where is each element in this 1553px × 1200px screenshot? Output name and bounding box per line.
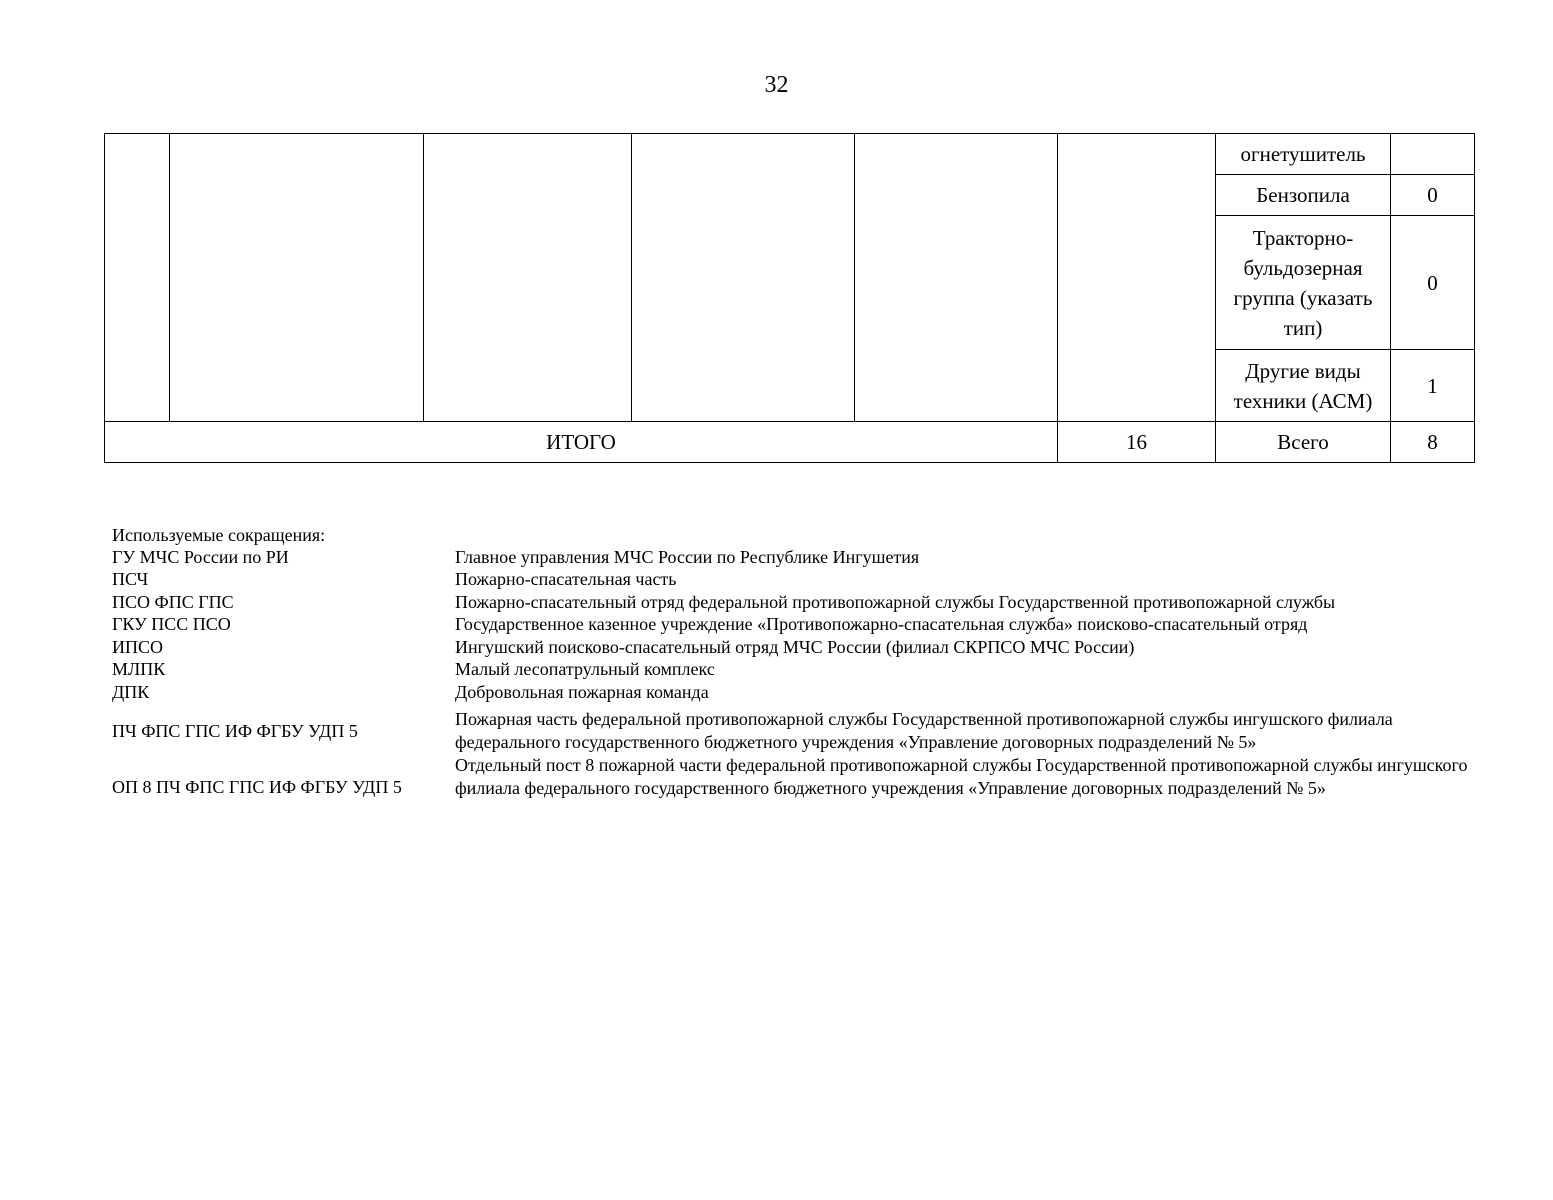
total-all-label: Всего: [1216, 422, 1391, 463]
abbreviation-definition: Главное управления МЧС России по Республике Ингушетия: [455, 547, 920, 567]
abbreviation-term: ГКУ ПСС ПСО: [112, 614, 231, 634]
abbreviation-definition: Малый лесопатрульный комплекс: [455, 659, 715, 679]
table-row: [105, 134, 1475, 175]
total-all-count: 8: [1391, 422, 1475, 463]
abbreviation-definition: Пожарно-спасательная часть: [455, 569, 677, 589]
total-row: [105, 422, 1475, 463]
abbreviation-term: ПСО ФПС ГПС: [112, 592, 234, 612]
empty-cell: [632, 134, 855, 422]
abbreviation-term: МЛПК: [112, 659, 166, 679]
equipment-name: Другие виды техники (АСМ): [1216, 350, 1391, 422]
page-number: 32: [764, 72, 789, 98]
abbreviation-definition: Добровольная пожарная команда: [455, 682, 709, 702]
abbreviation-term: ДПК: [112, 682, 150, 702]
abbreviation-term: ГУ МЧС России по РИ: [112, 547, 289, 567]
empty-cell: [424, 134, 632, 422]
abbreviation-term: ПСЧ: [112, 569, 149, 589]
abbreviation-definition: Пожарно-спасательный отряд федеральной противопожарной службы Государственной противопожарной службы: [455, 592, 1336, 612]
empty-cell: [170, 134, 424, 422]
abbreviation-definition: Отдельный пост 8 пожарной части федеральной противопожарной службы Государственной противопожарной службы ингушского филиала федерального государственного бюджетного учреждения «Управление договорных подразделений № 5»: [455, 755, 1468, 798]
equipment-table: [104, 133, 1475, 463]
abbreviations-heading: Используемые сокращения:: [112, 525, 326, 545]
abbreviation-definition: Пожарная часть федеральной противопожарной службы Государственной противопожарной службы ингушского филиала федерального государственного бюджетного учреждения «Управление договорных подразделений № 5»: [455, 709, 1393, 752]
abbreviation-definition: Ингушский поисково-спасательный отряд МЧС России (филиал СКРПСО МЧС России): [455, 637, 1135, 657]
equipment-count: [1391, 134, 1475, 175]
equipment-count: 0: [1391, 216, 1475, 350]
equipment-count: 1: [1391, 350, 1475, 422]
abbreviation-definition: Государственное казенное учреждение «Противопожарно-спасательная служба» поисково-спасательный отряд: [455, 614, 1308, 634]
equipment-count: 0: [1391, 175, 1475, 216]
empty-cell: [855, 134, 1058, 422]
empty-cell: [105, 134, 170, 422]
abbreviation-term: ОП 8 ПЧ ФПС ГПС ИФ ФГБУ УДП 5: [112, 777, 402, 797]
equipment-name: Тракторно-бульдозерная группа (указать тип): [1216, 216, 1391, 350]
equipment-name: Бензопила: [1216, 175, 1391, 216]
total-label: ИТОГО: [105, 422, 1058, 463]
abbreviation-term: ПЧ ФПС ГПС ИФ ФГБУ УДП 5: [112, 721, 358, 741]
empty-cell: [1058, 134, 1216, 422]
total-personnel: 16: [1058, 422, 1216, 463]
equipment-name: огнетушитель: [1216, 134, 1391, 175]
abbreviation-term: ИПСО: [112, 637, 164, 657]
